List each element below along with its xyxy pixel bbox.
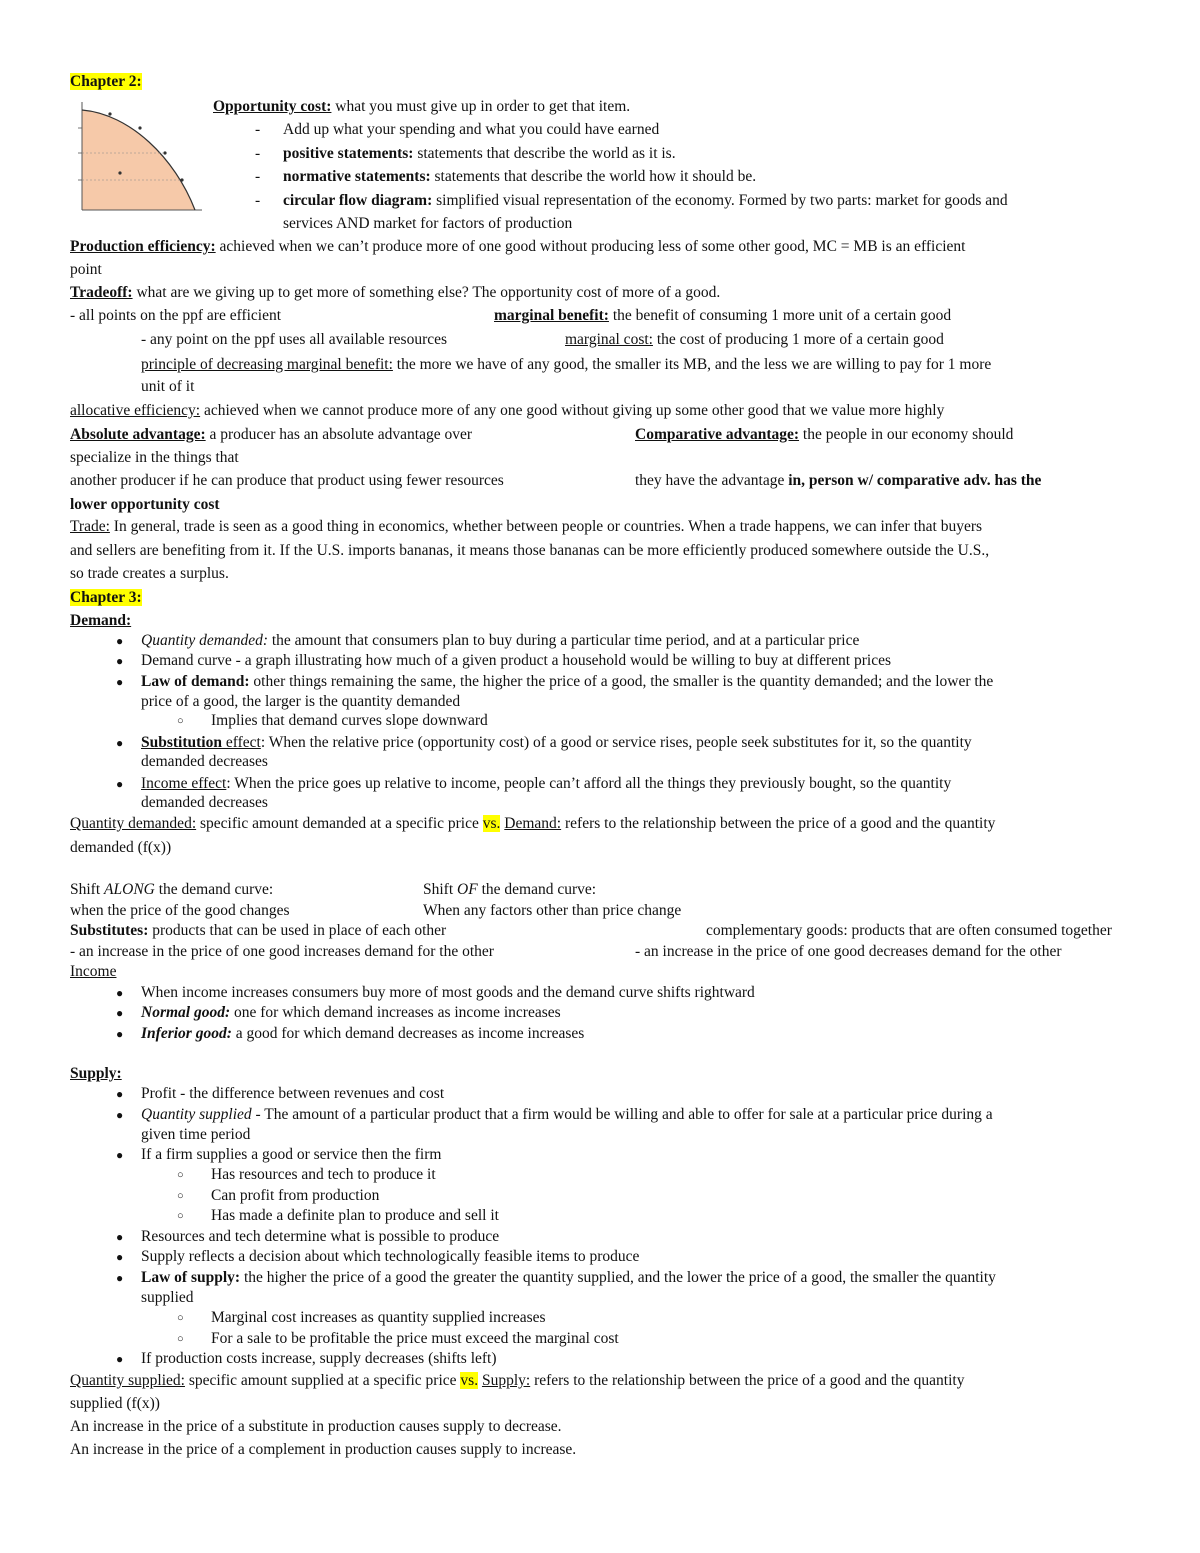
supply-bullet-1: Profit - the difference between revenues and cost [141,1085,445,1102]
bullet: ● [116,986,124,1000]
demand-bullet-3: Law of demand: other things remaining the same, the higher the price of a good, the smaller is the quantity demanded; and the lower the [141,673,994,690]
oc-bullet-4-cont: services AND market for factors of production [283,215,573,232]
demand-heading: Demand: [70,612,132,629]
supply-bullet-6-cont: supplied [141,1289,194,1306]
quantity-demanded-vs-demand: Quantity demanded: specific amount demanded at a specific price vs. Demand: refers to the relationship between the price of a good and the quantity [70,815,996,832]
absolute-advantage-l3: another producer if he can produce that product using fewer resources [70,472,504,489]
quantity-supplied-cont: supplied (f(x)) [70,1395,160,1412]
bullet: ● [116,1087,124,1101]
shift-of-def: When any factors other than price change [423,902,682,919]
marginal-benefit-line: marginal benefit: the benefit of consuming 1 more unit of a certain good [494,307,952,324]
substitute-production-note: An increase in the price of a substitute in production causes supply to decrease. [70,1418,562,1435]
complement-production-note: An increase in the price of a complement in production causes supply to increase. [70,1441,577,1458]
ppf-note-2: - any point on the ppf uses all available resources [141,331,448,348]
shift-along-heading: Shift ALONG the demand curve: [70,881,274,898]
sub-bullet: ○ [177,1169,184,1181]
sub-bullet: ○ [177,715,184,727]
supply-bullet-4: Resources and tech determine what is possible to produce [141,1228,500,1245]
demand-bullet-3-cont: price of a good, the larger is the quantity demanded [141,693,461,710]
income-bullet-3: Inferior good: a good for which demand decreases as income increases [141,1025,585,1042]
bullet: ● [116,634,124,648]
demand-bullet-4-cont: demanded decreases [141,753,268,770]
supply-bullet-2: Quantity supplied - The amount of a particular product that a firm would be willing and able to offer for sale at a particular price during a [141,1106,993,1123]
complementary-l2: - an increase in the price of one good decreases demand for the other [635,943,1062,960]
sub-bullet: ○ [177,1333,184,1345]
dash: - [255,168,261,185]
ppf-point-inside [118,171,121,174]
bullet: ● [116,1027,124,1041]
supply-bullet-3: If a firm supplies a good or service then the firm [141,1146,442,1163]
absolute-advantage-l2: specialize in the things that [70,449,239,466]
oc-bullet-4: circular flow diagram: simplified visual representation of the economy. Formed by two parts: market for goods and [283,192,1008,209]
trade-line-2: and sellers are benefiting from it. If the U.S. imports bananas, it means those bananas can be more efficiently produced somewhere outside the U.S., [70,542,990,559]
comparative-advantage-l4: lower opportunity cost [70,496,220,513]
demand-bullet-4: Substitution effect: When the relative price (opportunity cost) of a good or service rises, people seek substitutes for it, so the quantity [141,734,972,751]
absolute-advantage-line: Absolute advantage: a producer has an absolute advantage over [70,426,473,443]
shift-of-heading: Shift OF the demand curve: [423,881,597,898]
ppf-point [138,126,141,129]
ppf-note-1: - all points on the ppf are efficient [70,307,282,324]
opportunity-cost-line [213,97,630,117]
supply-bullet-5: Supply reflects a decision about which technologically feasible items to produce [141,1248,640,1265]
bullet: ● [116,1271,124,1285]
oc-bullet-3: normative statements: statements that describe the world how it should be. [283,168,757,185]
production-efficiency-cont: point [70,261,102,278]
quantity-supplied-vs-supply: Quantity supplied: specific amount supplied at a specific price vs. Supply: refers to the relationship between the price of a good and the quantity [70,1372,965,1389]
bullet: ● [116,736,124,750]
marginal-cost-line: marginal cost: the cost of producing 1 more of a certain good [565,331,944,348]
ppf-point [108,112,111,115]
oc-bullet-2: positive statements: statements that describe the world as it is. [283,145,676,162]
production-efficiency-line: Production efficiency: achieved when we can’t produce more of one good without producing less of some other good, MC = MB is an efficient [70,238,966,255]
chapter-2-heading: Chapter 2: [70,73,142,90]
bullet: ● [116,1352,124,1366]
sub-bullet: ○ [177,1312,184,1324]
supply-bullet-6: Law of supply: the higher the price of a good the greater the quantity supplied, and the lower the price of a good, the smaller the quantity [141,1269,996,1286]
decreasing-mb-line: principle of decreasing marginal benefit: the more we have of any good, the smaller its MB, and the less we are willing to pay for 1 more [141,356,992,373]
supply-bullet-7: If production costs increase, supply decreases (shifts left) [141,1350,497,1367]
demand-bullet-5: Income effect: When the price goes up relative to income, people can’t afford all the things they previously bought, so the quantity [141,775,952,792]
trade-line-3: so trade creates a surplus. [70,565,229,582]
supply-heading: Supply: [70,1065,122,1082]
demand-sub-bullet-1: Implies that demand curves slope downward [211,712,488,729]
income-bullet-2: Normal good: one for which demand increases as income increases [141,1004,561,1021]
complementary-goods-line: complementary goods: products that are often consumed together [706,922,1112,939]
bullet: ● [116,1108,124,1122]
dash: - [255,121,261,138]
bullet: ● [116,675,124,689]
income-heading: Income [70,963,117,980]
ppf-diagram [70,98,210,216]
sub-bullet: ○ [177,1190,184,1202]
demand-bullet-2: Demand curve - a graph illustrating how much of a given product a household would be willing to buy at different prices [141,652,891,669]
oc-bullet-1: Add up what your spending and what you could have earned [283,121,660,138]
substitutes-line: Substitutes: products that can be used in place of each other [70,922,447,939]
supply-sub-bullet-5: For a sale to be profitable the price must exceed the marginal cost [211,1330,619,1347]
supply-bullet-2-cont: given time period [141,1126,251,1143]
dash: - [255,145,261,162]
bullet: ● [116,1148,124,1162]
decreasing-mb-cont: unit of it [141,378,195,395]
demand-bullet-5-cont: demanded decreases [141,794,268,811]
supply-sub-bullet-1: Has resources and tech to produce it [211,1166,436,1183]
demand-bullet-1: Quantity demanded: the amount that consumers plan to buy during a particular time period, and at a particular price [141,632,860,649]
supply-sub-bullet-3: Has made a definite plan to produce and sell it [211,1207,499,1224]
tradeoff-line: Tradeoff: what are we giving up to get more of something else? The opportunity cost of more of a good. [70,284,721,301]
opportunity-cost-term: Opportunity cost: [213,98,332,115]
supply-sub-bullet-4: Marginal cost increases as quantity supplied increases [211,1309,546,1326]
allocative-efficiency-line: allocative efficiency: achieved when we cannot produce more of any one good without giving up some other good that we value more highly [70,402,945,419]
bullet: ● [116,777,124,791]
bullet: ● [116,1230,124,1244]
comparative-advantage-line: Comparative advantage: the people in our economy should [635,426,1014,443]
bullet: ● [116,1250,124,1264]
substitutes-l2: - an increase in the price of one good increases demand for the other [70,943,494,960]
quantity-demanded-cont: demanded (f(x)) [70,839,172,856]
dash: - [255,192,261,209]
bullet: ● [116,654,124,668]
chapter-3-heading: Chapter 3: [70,589,142,606]
bullet: ● [116,1006,124,1020]
trade-line-1: Trade: In general, trade is seen as a good thing in economics, whether between people or countries. When a trade happens, we can infer that buyers [70,518,983,535]
shift-along-def: when the price of the good changes [70,902,290,919]
opportunity-cost-def: what you must give up in order to get that item. [331,98,631,115]
comparative-advantage-l3: they have the advantage in, person w/ comparative adv. has the [635,472,1042,489]
sub-bullet: ○ [177,1210,184,1222]
income-bullet-1: When income increases consumers buy more of most goods and the demand curve shifts rightward [141,984,755,1001]
supply-sub-bullet-2: Can profit from production [211,1187,380,1204]
ppf-shaded-area [82,110,195,210]
